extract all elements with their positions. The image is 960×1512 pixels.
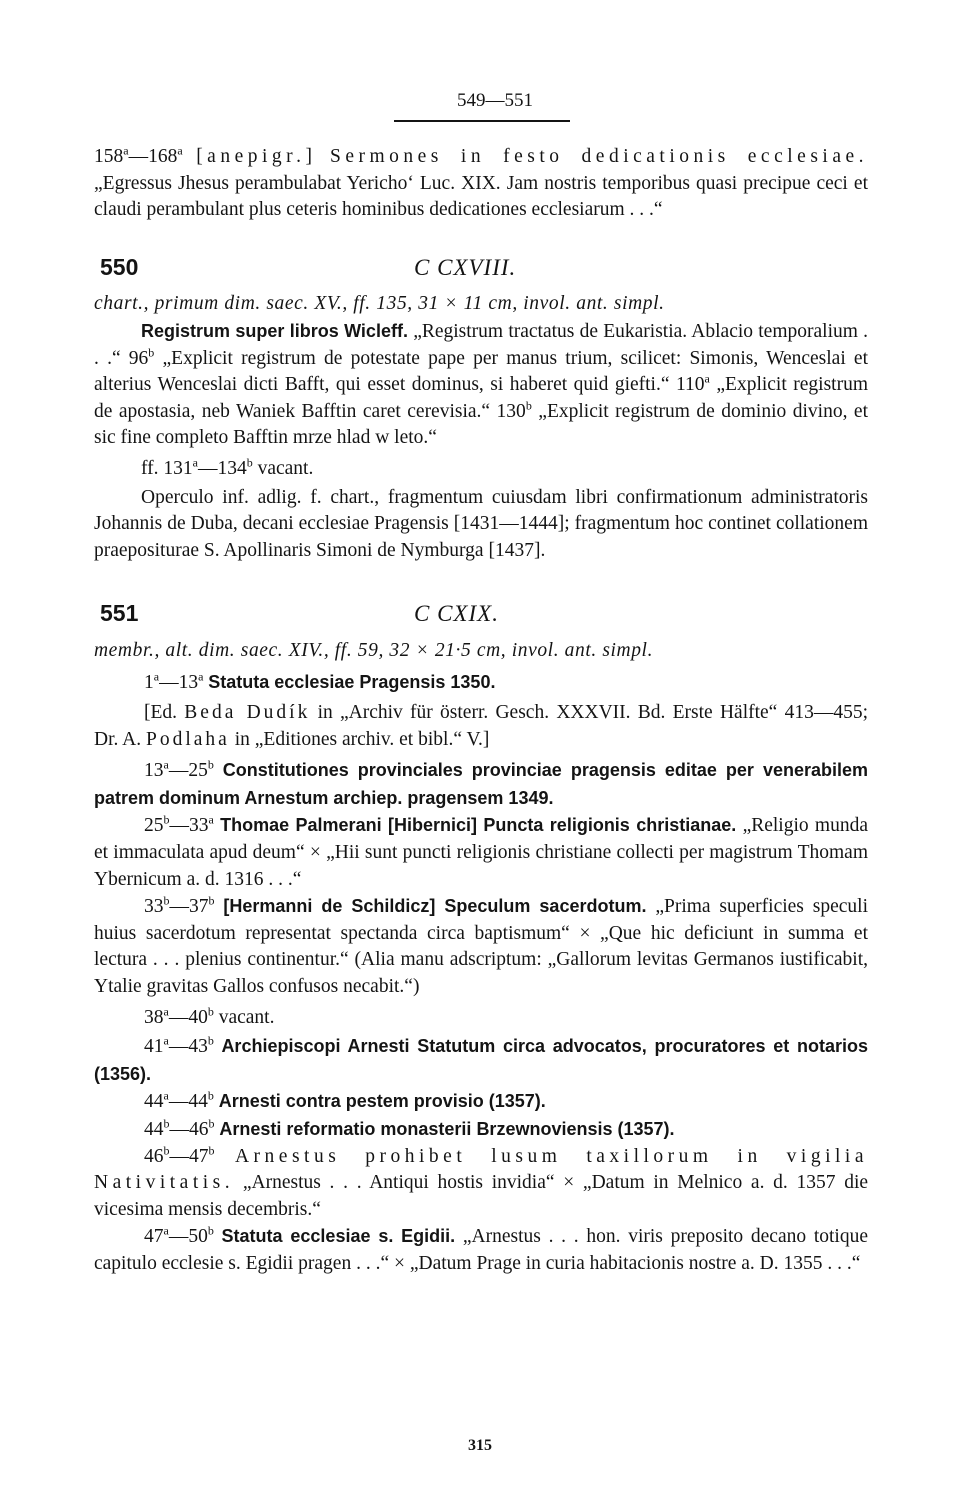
physical-description: chart., primum dim. saec. XV., ff. 135, 31 × 11 cm, invol. ant. simpl. — [94, 293, 665, 315]
content-item: 41$^a$—43$^b$ Archiepiscopi Arnesti Statutum circa advocatos, procuratores et notarios (1356). — [94, 1033, 869, 1084]
header-rule — [394, 120, 570, 122]
spaced-title: Sermones in festo dedicationis ecclesiae. — [329, 146, 869, 167]
vacant-note: 38$^a$—40$^b$ vacant. — [144, 1004, 275, 1028]
shelfmark: C CXVIII. — [414, 254, 517, 280]
shelfmark: C CXIX. — [414, 601, 499, 627]
content-item: 13$^a$—25$^b$ Constitutiones provinciales provinciae pragensis editae per venerabilem patrem dominum Arnestum archiep. pragensem 1349. — [94, 757, 869, 808]
content-item: 46$^b$—47$^b$ Arnestus prohibet lusum taxillorum in vigilia Nativitatis. „Arnestus . . . Antiqui hostis invidia“ × „Datum in Melnico a. d. 1357 die vicesima mensis decembris.“ — [94, 1143, 869, 1220]
incipit-text: „Egressus Jhesus perambulabat Yericho‘ Luc. XIX. Jam nostris temporibus quasi precipue ceci et claudi perambulant plus ceteris hominibus dedicationes ecclesiarum . . .“ — [94, 172, 868, 221]
binding-note: Operculo inf. adlig. f. chart., fragmentum cuiusdam libri confirmationum administratoris Johannis de Duba, decani ecclesiae Pragensis [1431—1444]; fragmentum hoc continet collationem praepositurae S. Apollinaris Simoni de Nymburga [1437]. — [94, 486, 868, 561]
prev-entry-paragraph: 158$^a$—168$^a$ [anepigr.] Sermones in festo dedicationis ecclesiae. „Egressus Jhesus perambulabat Yericho‘ Luc. XIX. Jam nostris temporibus quasi precipue ceci et claudi perambulant plus ceteris hominibus dedicationes ecclesiarum . . .“ — [94, 143, 869, 221]
entry-number: 551 — [100, 600, 139, 627]
page-number: 315 — [468, 1437, 492, 1454]
content-item: 44$^b$—46$^b$ Arnesti reformatio monasterii Brzewnoviensis (1357). — [144, 1116, 675, 1140]
entry-550-header — [94, 254, 868, 282]
document-body — [94, 144, 868, 1278]
content-item: 44$^a$—44$^b$ Arnesti contra pestem provisio (1357). — [144, 1088, 546, 1113]
edition-note: [Ed. Beda Dudík in „Archiv für österr. Gesch. XXXVII. Bd. Erste Hälfte“ 413—455; Dr. A. Podlaha in „Editiones archiv. et bibl.“ V.] — [94, 702, 868, 750]
entry-550-content: Registrum super libros Wicleff. „Registrum tractatus de Eukaristia. Ablacio temporalium . . .“ 96$^b$ „Explicit registrum de potestate pape per manus trium, scilicet: Simonis, Wenceslai et alterius Wenceslai dicti Bafft, qui esset dominus, si haberet quid giefti.“ 110$^a$ „Explicit registrum de apostasia, neb Waniek Bafftin caret cerevisia.“ 130$^b$ „Explicit registrum de dominio divino, et sic fine completo Bafftin mrze hlad w leto.“ — [94, 320, 869, 449]
content-item: 25$^b$—33$^a$ Thomae Palmerani [Hibernici] Puncta religionis christianae. „Religio munda et immaculata apud deum“ × „Hii sunt puncti religionis christiane collecti per magistrum Thomam Ybernicum a. d. 1316 . . .“ — [94, 812, 868, 890]
content-item: 47$^a$—50$^b$ Statuta ecclesiae s. Egidii. „Arnestus . . . hon. viris preposito decano totique capitulo ecclesie s. Egidii pragen . . .“ × „Datum Prage in curia habitacionis nostre a. D. 1355 . . .“ — [94, 1223, 868, 1274]
entry-551-header — [94, 600, 868, 628]
physical-description: membr., alt. dim. saec. XIV., ff. 59, 32 × 21·5 cm, invol. ant. simpl. — [94, 639, 654, 661]
content-item: 33$^b$—37$^b$ [Hermanni de Schildicz] Speculum sacerdotum. „Prima superficies speculi huius sacerdotum representat spectanda circa baptismum“ × „Que hic deficiunt in summa et lectura . . . plenius continentur.“ (Alia manu adscriptum: „Gallorum levitas Germanos iustificabit, Ytalie gravitas Gallos confusos necabit.“) — [94, 893, 869, 998]
vacant-note: ff. 131$^a$—134$^b$ vacant. — [141, 455, 314, 479]
running-head: 549—551 — [457, 90, 533, 111]
folio-number: 158 — [94, 146, 124, 167]
bracket-tag: [anepigr.] — [196, 146, 317, 167]
content-item: 1$^a$—13$^a$ Statuta ecclesiae Pragensis 1350. — [144, 669, 496, 693]
work-title: Registrum super libros Wicleff. — [141, 320, 408, 341]
entry-number: 550 — [100, 253, 139, 280]
